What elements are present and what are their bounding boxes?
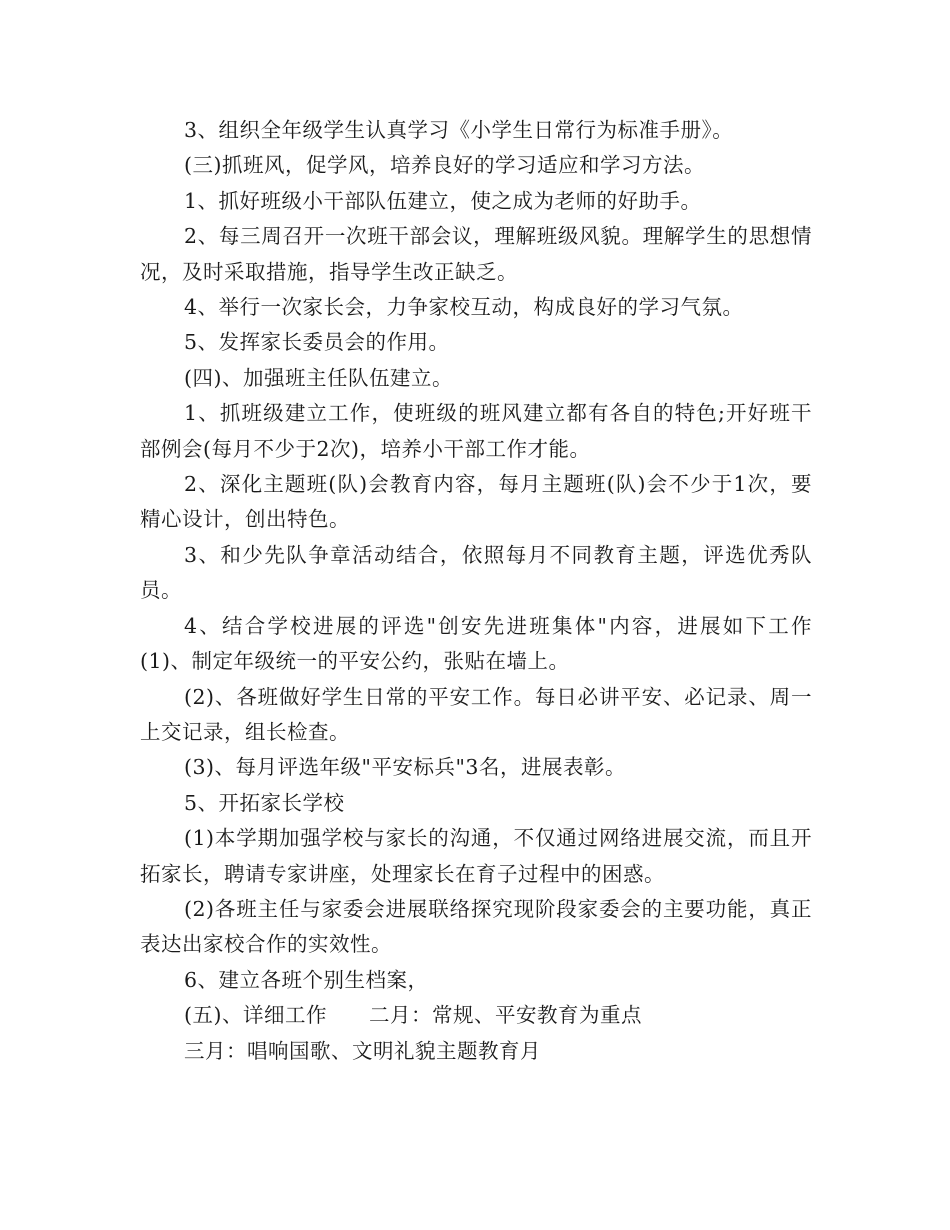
paragraph: 3、和少先队争章活动结合，依照每月不同教育主题，评选优秀队员。 [140,542,812,603]
paragraph: (1)本学期加强学校与家长的沟通，不仅通过网络进展交流，而且开拓家长，聘请专家讲座，处理家长在育子过程中的困惑。 [140,826,812,886]
paragraph: (四)、加强班主任队伍建立。 [184,365,453,390]
paragraph: 1、抓班级建立工作，使班级的班风建立都有各自的特色;开好班干部例会(每月不少于2次)，培养小干部工作才能。 [140,401,812,461]
paragraph: (五)、详细工作 二月：常规、平安教育为重点 [184,1003,642,1028]
paragraph: 3、组织全年级学生认真学习《小学生日常行为标准手册》。 [184,118,734,142]
paragraph: 5、开拓家长学校 [184,790,345,815]
paragraph: 1、抓好班级小干部队伍建立，使之成为老师的好助手。 [184,188,702,213]
paragraph: 6、建立各班个别生档案， [184,967,429,992]
paragraph: (2)、各班做好学生日常的平安工作。每日必讲平安、必记录、周一上交记录，组长检查。 [140,684,812,744]
paragraph: (三)抓班风，促学风，培养良好的学习适应和学习方法。 [184,153,705,178]
paragraph: 5、发挥家长委员会的作用。 [184,330,450,355]
paragraph: 2、每三周召开一次班干部会议，理解班级风貌。理解学生的思想情况，及时采取措施，指导学生改正缺乏。 [140,224,812,284]
paragraph: (2)各班主任与家委会进展联络探究现阶段家委会的主要功能，真正表达出家校合作的实效性。 [140,896,812,957]
paragraph: 4、结合学校进展的评选"创安先进班集体"内容，进展如下工作(1)、制定年级统一的平安公约，张贴在墙上。 [140,613,812,674]
paragraph: 2、深化主题班(队)会教育内容，每月主题班(队)会不少于1次，要精心设计，创出特色。 [140,472,812,532]
paragraph: (3)、每月评选年级"平安标兵"3名，进展表彰。 [184,755,626,780]
paragraph: 4、举行一次家长会，力争家校互动，构成良好的学习气氛。 [184,295,744,320]
paragraph: 三月：唱响国歌、文明礼貌主题教育月 [184,1038,541,1063]
document-body [140,113,812,1069]
